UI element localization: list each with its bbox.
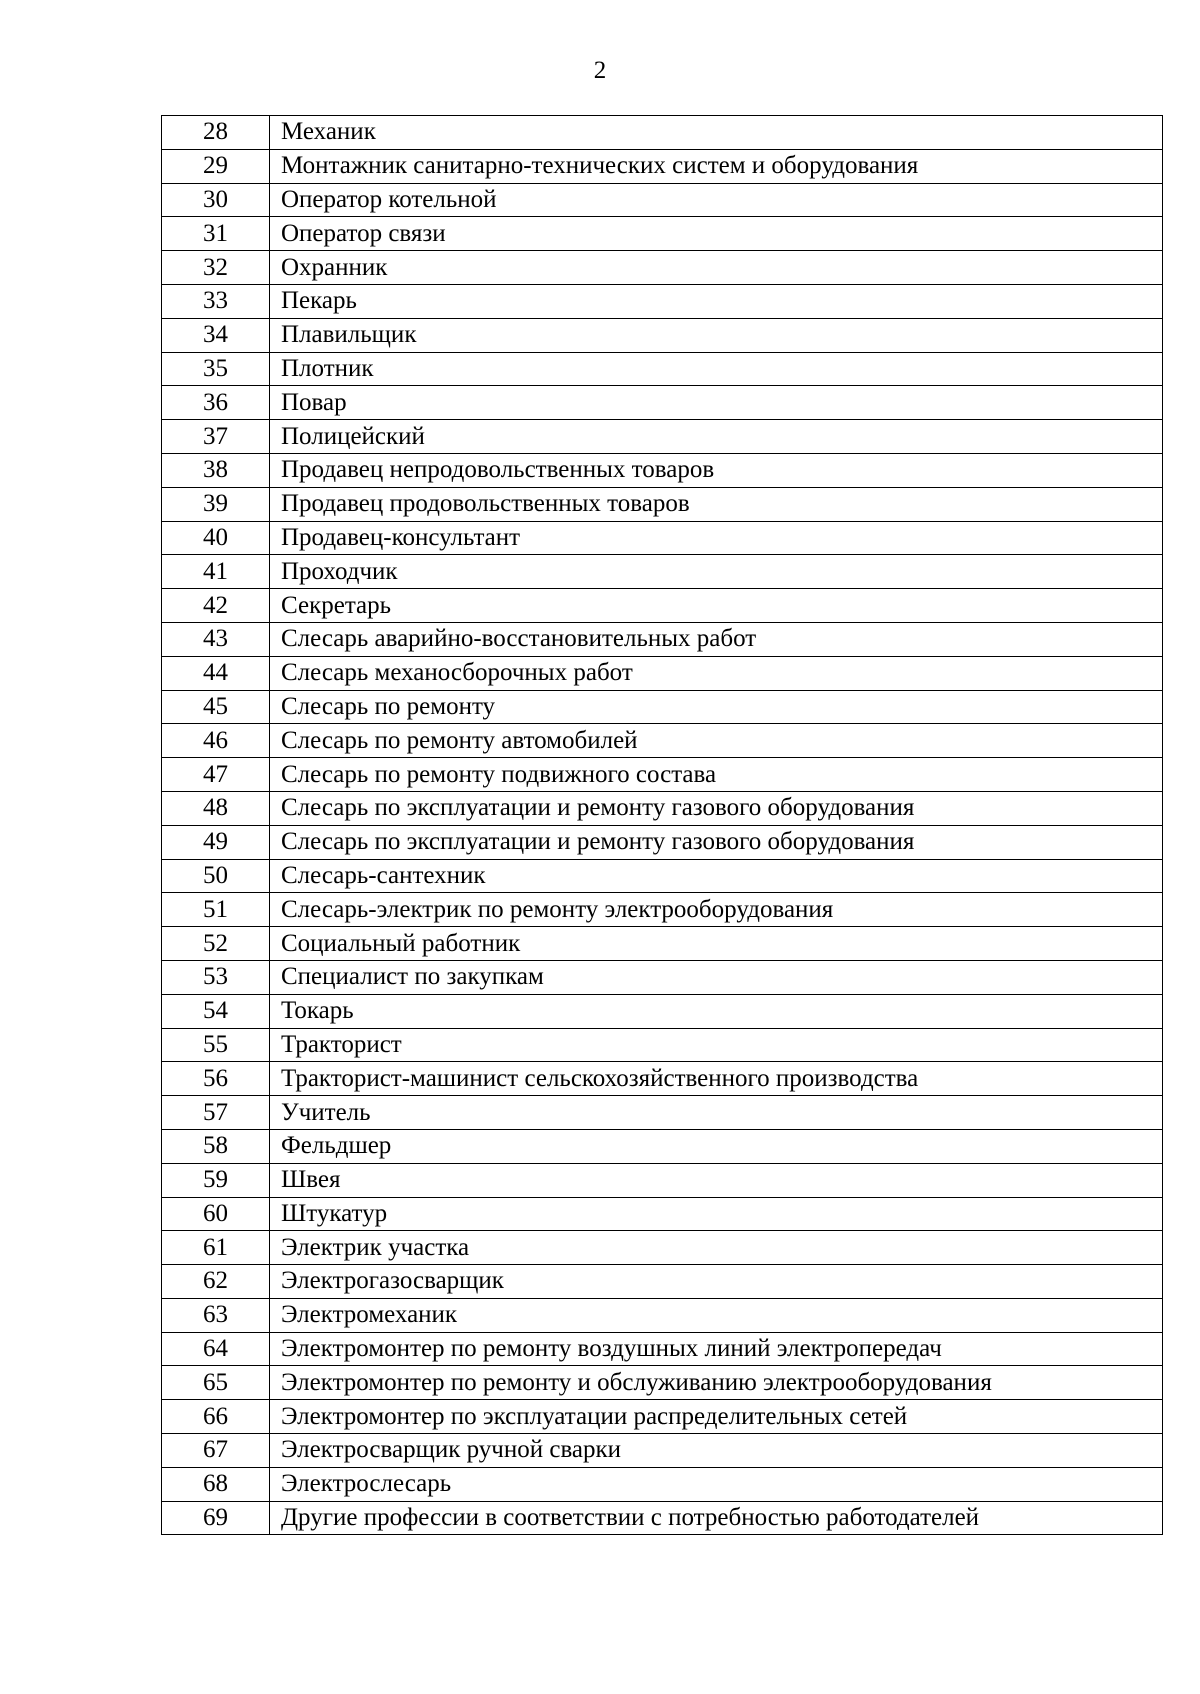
row-number-cell: 62 [162, 1265, 270, 1299]
table-row [162, 1129, 1163, 1163]
table-row [162, 149, 1163, 183]
profession-name-cell: Электрогазосварщик [270, 1265, 1163, 1299]
profession-name-cell: Тракторист-машинист сельскохозяйственного производства [270, 1062, 1163, 1096]
row-number-cell: 60 [162, 1197, 270, 1231]
row-number-cell: 34 [162, 318, 270, 352]
table-row [162, 927, 1163, 961]
table-row [162, 589, 1163, 623]
table-row [162, 690, 1163, 724]
profession-name-cell: Проходчик [270, 555, 1163, 589]
row-number-cell: 65 [162, 1366, 270, 1400]
table-row [162, 386, 1163, 420]
table-row [162, 1096, 1163, 1130]
table-row [162, 183, 1163, 217]
table-row [162, 1163, 1163, 1197]
profession-name-cell: Слесарь по ремонту автомобилей [270, 724, 1163, 758]
table-row [162, 1298, 1163, 1332]
row-number-cell: 55 [162, 1028, 270, 1062]
table-row [162, 487, 1163, 521]
profession-name-cell: Электромонтер по ремонту воздушных линий электропередач [270, 1332, 1163, 1366]
table-row [162, 1231, 1163, 1265]
profession-table [161, 115, 1163, 1535]
row-number-cell: 41 [162, 555, 270, 589]
profession-name-cell: Монтажник санитарно-технических систем и оборудования [270, 149, 1163, 183]
profession-name-cell: Слесарь механосборочных работ [270, 656, 1163, 690]
table-row [162, 1501, 1163, 1535]
table-row [162, 1366, 1163, 1400]
table-row [162, 1062, 1163, 1096]
row-number-cell: 43 [162, 622, 270, 656]
row-number-cell: 53 [162, 960, 270, 994]
table-row [162, 622, 1163, 656]
profession-name-cell: Электрослесарь [270, 1467, 1163, 1501]
table-row [162, 453, 1163, 487]
profession-name-cell: Оператор связи [270, 217, 1163, 251]
profession-name-cell: Продавец непродовольственных товаров [270, 453, 1163, 487]
row-number-cell: 56 [162, 1062, 270, 1096]
profession-name-cell: Швея [270, 1163, 1163, 1197]
profession-name-cell: Специалист по закупкам [270, 960, 1163, 994]
table-row [162, 859, 1163, 893]
profession-name-cell: Слесарь-электрик по ремонту электрооборудования [270, 893, 1163, 927]
table-row [162, 994, 1163, 1028]
table-row [162, 116, 1163, 150]
profession-name-cell: Слесарь по эксплуатации и ремонту газового оборудования [270, 791, 1163, 825]
profession-name-cell: Продавец-консультант [270, 521, 1163, 555]
profession-name-cell: Слесарь аварийно-восстановительных работ [270, 622, 1163, 656]
row-number-cell: 59 [162, 1163, 270, 1197]
profession-name-cell: Секретарь [270, 589, 1163, 623]
profession-name-cell: Механик [270, 116, 1163, 150]
row-number-cell: 48 [162, 791, 270, 825]
profession-name-cell: Пекарь [270, 284, 1163, 318]
profession-name-cell: Другие профессии в соответствии с потребностью работодателей [270, 1501, 1163, 1535]
row-number-cell: 58 [162, 1129, 270, 1163]
profession-name-cell: Продавец продовольственных товаров [270, 487, 1163, 521]
profession-name-cell: Социальный работник [270, 927, 1163, 961]
profession-name-cell: Токарь [270, 994, 1163, 1028]
profession-name-cell: Слесарь по ремонту [270, 690, 1163, 724]
page-number: 2 [593, 57, 607, 84]
table-row [162, 318, 1163, 352]
row-number-cell: 49 [162, 825, 270, 859]
row-number-cell: 47 [162, 758, 270, 792]
table-row [162, 1197, 1163, 1231]
row-number-cell: 33 [162, 284, 270, 318]
table-row [162, 1265, 1163, 1299]
table-row [162, 1467, 1163, 1501]
profession-name-cell: Слесарь-сантехник [270, 859, 1163, 893]
row-number-cell: 42 [162, 589, 270, 623]
row-number-cell: 32 [162, 251, 270, 285]
table-row [162, 656, 1163, 690]
table-row [162, 420, 1163, 454]
row-number-cell: 35 [162, 352, 270, 386]
row-number-cell: 36 [162, 386, 270, 420]
row-number-cell: 63 [162, 1298, 270, 1332]
table-row [162, 1434, 1163, 1468]
row-number-cell: 37 [162, 420, 270, 454]
profession-name-cell: Слесарь по эксплуатации и ремонту газового оборудования [270, 825, 1163, 859]
table-row [162, 1332, 1163, 1366]
profession-name-cell: Электромонтер по ремонту и обслуживанию электрооборудования [270, 1366, 1163, 1400]
row-number-cell: 50 [162, 859, 270, 893]
table-row [162, 251, 1163, 285]
row-number-cell: 38 [162, 453, 270, 487]
row-number-cell: 31 [162, 217, 270, 251]
profession-name-cell: Фельдшер [270, 1129, 1163, 1163]
row-number-cell: 57 [162, 1096, 270, 1130]
table-row [162, 521, 1163, 555]
profession-name-cell: Слесарь по ремонту подвижного состава [270, 758, 1163, 792]
profession-name-cell: Электросварщик ручной сварки [270, 1434, 1163, 1468]
profession-name-cell: Плотник [270, 352, 1163, 386]
row-number-cell: 61 [162, 1231, 270, 1265]
table-row [162, 284, 1163, 318]
table-row [162, 555, 1163, 589]
row-number-cell: 46 [162, 724, 270, 758]
row-number-cell: 39 [162, 487, 270, 521]
row-number-cell: 30 [162, 183, 270, 217]
table-row [162, 893, 1163, 927]
table-row [162, 1028, 1163, 1062]
profession-table-body [162, 116, 1163, 1535]
row-number-cell: 45 [162, 690, 270, 724]
profession-name-cell: Охранник [270, 251, 1163, 285]
table-row [162, 758, 1163, 792]
table-row [162, 1400, 1163, 1434]
row-number-cell: 67 [162, 1434, 270, 1468]
row-number-cell: 44 [162, 656, 270, 690]
profession-name-cell: Электромеханик [270, 1298, 1163, 1332]
row-number-cell: 28 [162, 116, 270, 150]
table-row [162, 791, 1163, 825]
profession-name-cell: Учитель [270, 1096, 1163, 1130]
profession-name-cell: Электрик участка [270, 1231, 1163, 1265]
profession-name-cell: Электромонтер по эксплуатации распределительных сетей [270, 1400, 1163, 1434]
row-number-cell: 29 [162, 149, 270, 183]
profession-name-cell: Повар [270, 386, 1163, 420]
table-row [162, 352, 1163, 386]
row-number-cell: 52 [162, 927, 270, 961]
row-number-cell: 66 [162, 1400, 270, 1434]
row-number-cell: 51 [162, 893, 270, 927]
profession-name-cell: Штукатур [270, 1197, 1163, 1231]
table-row [162, 825, 1163, 859]
row-number-cell: 40 [162, 521, 270, 555]
profession-name-cell: Тракторист [270, 1028, 1163, 1062]
profession-name-cell: Плавильщик [270, 318, 1163, 352]
row-number-cell: 64 [162, 1332, 270, 1366]
table-row [162, 960, 1163, 994]
table-row [162, 724, 1163, 758]
row-number-cell: 69 [162, 1501, 270, 1535]
profession-name-cell: Полицейский [270, 420, 1163, 454]
row-number-cell: 54 [162, 994, 270, 1028]
profession-name-cell: Оператор котельной [270, 183, 1163, 217]
row-number-cell: 68 [162, 1467, 270, 1501]
table-row [162, 217, 1163, 251]
